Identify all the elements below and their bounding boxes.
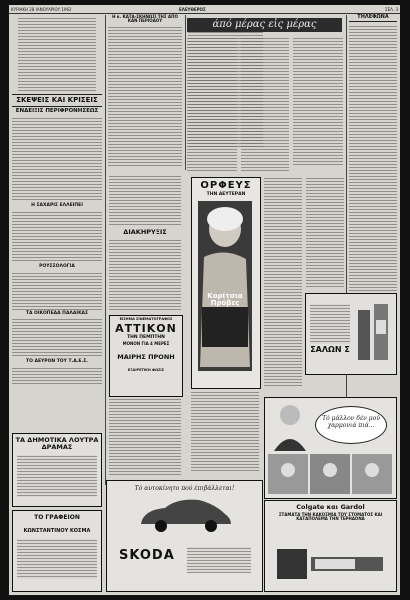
skoda-ad-text bbox=[187, 547, 251, 573]
column-rule bbox=[105, 15, 106, 485]
article-body bbox=[187, 37, 237, 172]
daily-banner: άπό μέρας εἰς μέρας bbox=[187, 18, 342, 32]
orfeus-ad bbox=[191, 177, 261, 389]
car-illustration bbox=[135, 496, 235, 536]
skoda-slogan: Τό αυτοκίνητο πού έπιβάλλεται! bbox=[134, 485, 235, 492]
article-body bbox=[306, 177, 344, 287]
colgate-ad bbox=[264, 500, 397, 592]
article-body bbox=[108, 26, 182, 166]
article-title: ΕΝΔΕΙΞΙΣ ΠΕΡΙΦΡΟΝΗΣΕΩΣ bbox=[15, 108, 99, 115]
film-title: Κορίτσια Πρόβες bbox=[207, 292, 243, 308]
office-ad bbox=[12, 510, 102, 592]
colgate-subline: ΣΤΑΜΑΤΑ ΤΗΝ ΚΑΚΟΣΜΙΑ ΤΟΥ ΣΤΟΜΑΤΟΣ ΚΑΙ ΚΑΤΑΠΟΛΕΜΑ ΤΗΝ ΤΕΡΗΔΟΝΑ bbox=[278, 511, 383, 521]
header-paper: ΕΛΕΥΘΕΡΟΣ bbox=[179, 7, 206, 12]
section-title: ΣΚΕΨΕΙΣ ΚΑΙ ΚΡΙΣΕΙΣ bbox=[12, 94, 102, 107]
article-body bbox=[12, 211, 102, 263]
article-body bbox=[109, 398, 181, 476]
article-title: Η ΣΑΧΑΡΙΣ ΕΛΛΕΙΠΕΙ bbox=[31, 203, 83, 209]
article-body bbox=[12, 272, 102, 310]
notice-body bbox=[109, 239, 181, 311]
column-rule bbox=[185, 15, 186, 170]
article-body bbox=[293, 37, 343, 167]
comic-ad bbox=[264, 397, 397, 499]
notice-text bbox=[109, 175, 181, 225]
article-title: ΤΑ ΟΙΚΟΠΕΔΑ ΠΑΛΑΙΚΑΣ bbox=[25, 310, 89, 316]
header-date: ΚΥΡΙΑΚΗ 28 ΙΑΝΟΥΑΡΙΟΥ 1962 bbox=[11, 7, 72, 12]
salon-brand: ΣΑΛΩΝ Σ bbox=[310, 345, 350, 354]
office-ad-title: ΤΟ ΓΡΑΦΕΙΟΝ bbox=[34, 514, 80, 521]
article-body bbox=[12, 318, 102, 358]
column-3 bbox=[187, 37, 237, 172]
skoda-brand: SKODA bbox=[119, 548, 175, 563]
column-3b bbox=[191, 391, 259, 471]
attikon-line1: ΤΗΝ ΠΕΜΠΤΗΝ bbox=[127, 335, 165, 341]
article-body bbox=[12, 367, 102, 385]
column-4b bbox=[293, 37, 343, 167]
office-ad-name: ΚΩΝΣΤΑΝΤΙΝΟΥ ΚΟΣΜΑ bbox=[23, 528, 91, 535]
column-4d bbox=[306, 177, 344, 287]
column-4 bbox=[241, 37, 289, 172]
article-title: ΤΟ ΔΕΥΡΟΝ ΤΟΥ Τ.Α.Ε.Σ. bbox=[26, 359, 88, 365]
page-header bbox=[9, 5, 400, 14]
column-2 bbox=[108, 15, 182, 166]
article-body bbox=[264, 177, 302, 387]
attikon-line2: ΜΟΝΟΝ ΓΙΑ 4 ΜΕΡΕΣ bbox=[122, 340, 170, 346]
article-body bbox=[349, 25, 397, 295]
header-page: ΣΕΛ. 3 bbox=[385, 7, 398, 12]
baths-ad-text bbox=[17, 455, 97, 497]
column-1 bbox=[12, 15, 102, 385]
article-body bbox=[241, 37, 289, 172]
attikon-ad bbox=[109, 315, 183, 397]
attikon-intro: ΕΙΣΗΜΑ ΣΙΝΕΜΑΤΟΓΡΑΦΟΣ bbox=[119, 317, 173, 321]
article-body bbox=[191, 391, 259, 471]
lead-title: Η κ. ΚΑΤΑ-ΣΚΗΝΩΣΙ ΤΗΣ ΑΠΟ ΚΑΝ ΠΕΡΙΟΔΟΥ bbox=[112, 14, 178, 24]
phones-heading: ΤΗΛΕΦΩΝΑ bbox=[349, 15, 397, 22]
attikon-line3: ΕΞΑΙΡΕΤΙΚΗ ΦΩΣΙΣ bbox=[127, 367, 165, 372]
attikon-star: ΜΑΙΡΗΣ ΠΡΟΝΗ bbox=[117, 353, 175, 362]
baths-ad bbox=[12, 433, 102, 507]
column-4c bbox=[264, 177, 302, 387]
article-title: ΡΟΥΣΣΟΛΟΓΙΑ bbox=[39, 263, 75, 269]
attikon-title: ΑΤΤΙΚΟΝ bbox=[115, 321, 177, 335]
toothpaste-image bbox=[273, 541, 388, 585]
skoda-ad bbox=[106, 480, 263, 592]
baths-ad-title: ΤΑ ΔΗΜΟΤΙΚΑ ΛΟΥΤΡΑ ΔΡΑΜΑΣ bbox=[15, 436, 99, 451]
column-5 bbox=[349, 15, 397, 295]
product-bottles-image bbox=[354, 300, 392, 366]
newspaper-page bbox=[9, 5, 400, 595]
orfeus-when: ΤΗΝ ΔΕΥΤΕΡΑΝ bbox=[206, 191, 246, 197]
speech-bubble: Τό μάλλον δέν μού χαρμονιά πιά... bbox=[315, 406, 387, 444]
article-body bbox=[12, 117, 102, 202]
salon-ad-text bbox=[310, 304, 350, 344]
film-poster-image bbox=[192, 197, 258, 377]
colgate-headline: Colgate και Gardol bbox=[296, 503, 365, 511]
comic-strip-panels bbox=[268, 454, 393, 494]
orfeus-title: ΟΡΦΕΥΣ bbox=[200, 180, 252, 191]
office-ad-text bbox=[17, 539, 97, 579]
diakirixis-title: ΔΙΑΚΗΡΥΞΙΣ bbox=[123, 228, 167, 236]
man-illustration bbox=[268, 401, 312, 451]
salon-ad bbox=[305, 293, 397, 375]
masthead-info bbox=[18, 17, 96, 92]
